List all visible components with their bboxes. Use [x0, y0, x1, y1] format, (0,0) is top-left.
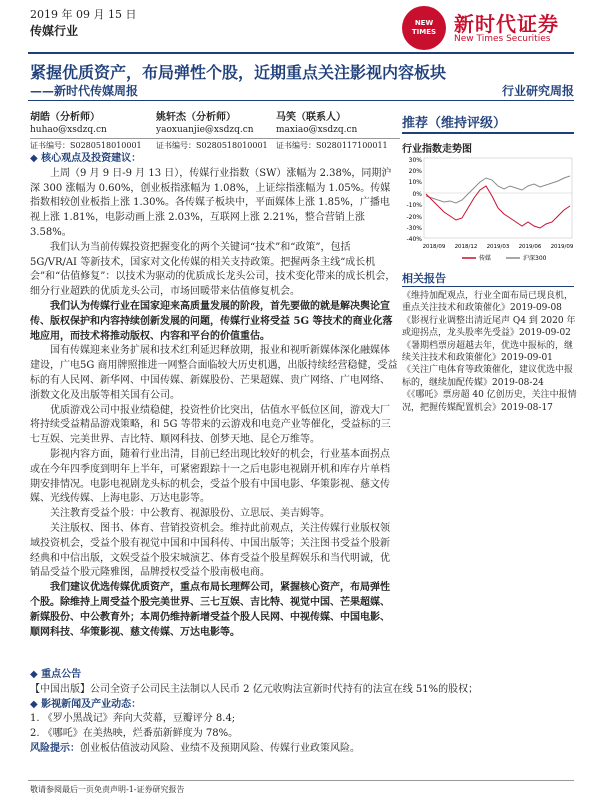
- related-report-item[interactable]: 《关注广电体育等政策催化，建议优选中报标的，继续加配传媒》2019-08-24: [402, 365, 574, 388]
- paragraph-announcement: 【中国出版】公司全资子公司民主法制以人民币 2 亿元收购法宣新时代持有的法宣在线 51%的股权；: [30, 683, 479, 695]
- logo-cn-text: 新时代证券: [454, 12, 559, 36]
- legend-media-label: 传媒: [479, 255, 492, 262]
- x-tick-label: 2019/09: [550, 244, 574, 250]
- risk-label: 风险提示：: [30, 742, 80, 754]
- report-body: [30, 152, 398, 640]
- related-divider: [402, 286, 574, 287]
- paragraph-industry-view: 我们认为传媒行业在国家迎来高质量发展的阶段，首先要做的就是解决舆论宣传、版权保护和内容持续创新发展的问题，传媒行业将受益 5G 等技术的商业化落地应用，而技术将推动版权、内容和平台的价值重估。: [30, 300, 393, 342]
- media-line: [426, 186, 570, 228]
- paragraph-keywords: 我们认为当前传媒投资把握变化的两个关键词“技术”和“政策”，包括 5G/VR/AI 等新技术，国家对文化传媒的相关支持政策。把握两条主线“成长机会”和“估值修复”：以技术为驱动的优质成长龙头公司，技术变化带来的成长机会，细分行业超跌的优质龙头公司，市场回暖带来估值修复机会。: [30, 241, 396, 298]
- report-type: 行业研究周报: [501, 84, 574, 98]
- y-tick-label: -30%: [406, 225, 422, 232]
- related-report-item[interactable]: 《维持加配观点，行业全面布局已现良机，重点关注技术和政策催化》2019-09-08: [402, 291, 574, 314]
- footer-divider: [28, 780, 574, 781]
- y-tick-label: 30%: [408, 157, 422, 164]
- paragraph-state-media: 国有传媒迎来业务扩展和技术红利延迟释放期，报业和视听新媒体深化融媒体建设，广电5G 商用牌照推进一网整合面临较大历史机遇，出版持续经营稳健，受益标的有人民网、新华网、中国传媒、新媒股份、芒果超媒、贵广网络、广电网络、浙数文化及出版等相关国有公司。: [30, 345, 398, 401]
- related-report-item[interactable]: 《《哪吒》票房超 40 亿创历史，关注中报情况，把握传媒配置机会》2019-08-17: [402, 390, 577, 413]
- top-divider: [28, 52, 574, 54]
- y-tick-label: 10%: [408, 179, 422, 186]
- y-tick-label: -20%: [406, 214, 422, 221]
- y-tick-label: 0%: [412, 191, 422, 198]
- related-report-item[interactable]: 《影视行业调整出清近尾声 Q4 到 2020 年或迎拐点，龙头股率先受益》2019-09-02: [402, 315, 576, 339]
- analyst-3: 马笑（联系人） maxiao@xsdzq.cn 证书编号：S0280117100011: [276, 112, 388, 150]
- announcement-section: [30, 668, 576, 757]
- x-axis-labels: [423, 244, 574, 250]
- analyst-1: 胡皓（分析师） huhao@xsdzq.cn 证书编号：S0280518010001: [30, 112, 142, 150]
- report-title: 紧握优质资产，布局弹性个股，近期重点关注影视内容板块: [30, 63, 447, 82]
- logo-mark: NEW TIMES: [402, 6, 446, 50]
- news-item: 1. 《罗小黑战记》奔向大荧幕，豆瓣评分 8.4;: [30, 713, 236, 725]
- rating: 推荐（维持评级）: [402, 116, 507, 131]
- report-date: 2019 年 09 月 15 日: [30, 8, 137, 21]
- analyst-divider: [30, 138, 400, 139]
- x-tick-label: 2018/09: [422, 244, 446, 250]
- legend-hs300-label: 沪深300: [523, 255, 547, 262]
- section-heading-core-view: ◆ 核心观点及投资建议：: [30, 153, 142, 164]
- x-tick-label: 2019/03: [486, 244, 510, 250]
- paragraph-education: 关注教育受益个股：中公教育、视源股份、立思辰、美吉姆等。: [50, 508, 330, 520]
- industry-label: 传媒行业: [30, 24, 79, 38]
- company-logo: [402, 6, 582, 50]
- related-reports-list: [402, 290, 578, 414]
- x-tick-label: 2019/06: [518, 244, 542, 250]
- related-report-item[interactable]: 《暑期档票房超越去年，优选中报标的，继续关注技术和政策催化》2019-09-01: [402, 340, 574, 364]
- y-tick-label: 20%: [408, 168, 422, 175]
- y-tick-label: -10%: [406, 202, 422, 209]
- title-divider: [28, 100, 574, 101]
- paragraph-film-tv: 影视内容方面，随着行业出清，目前已经出现比较好的机会，行业基本面拐点或在今年四季度到明年上半年，可紧密跟踪十一之后电影电视剧开机和库存片单档期安排情况。电影电视剧龙头标的机会，受益个股有中国电影、华策影视、慈文传媒、光线传媒、上海电影、万达电影等。: [30, 448, 390, 505]
- chart-frame: [424, 158, 572, 238]
- chart-legend: [462, 254, 547, 262]
- y-axis-labels: [406, 157, 422, 243]
- risk-text: 创业板估值波动风险、业绩不及预期风险、传媒行业政策风险。: [80, 742, 360, 754]
- paragraph-gaming: 优质游戏公司中报业绩稳健，投资性价比突出，估值水平低位区间，游戏大厂将持续受益精品游戏策略，和 5G 等带来的云游戏和电竞产业等催化，受益标的三七互娱、完美世界、吉比特、顺网科技、创梦天地、昆仑万维等。: [30, 404, 391, 446]
- logo-en-text: New Times Securities: [454, 34, 551, 44]
- rating-divider: [402, 132, 574, 134]
- analyst-block: [30, 112, 400, 150]
- report-subtitle: ——新时代传媒周报: [30, 84, 139, 98]
- hs300-line: [426, 176, 570, 203]
- trend-chart: [402, 156, 574, 264]
- trend-chart-title: 行业指数走势图: [402, 144, 472, 155]
- paragraph-recommendation: 我们建议优选传媒优质资产，重点布局长理辉公司，紧握核心资产，布局弹性个股。除维持上周受益个股完美世界、三七互娱、吉比特、视觉中国、芒果超媒、新媒股份、中公教育外；本周仍维持新增受益个股人民网、中视传媒、中国电影、顺网科技、华策影视、慈文传媒、万达电影等。: [30, 582, 390, 638]
- y-tick-label: -40%: [406, 236, 422, 243]
- section-heading-announcements: ◆ 重点公告: [30, 669, 82, 680]
- page-footer: 敬请参阅最后一页免责声明-1-证券研究报告: [30, 785, 185, 794]
- related-reports-title: 相关报告: [402, 272, 446, 285]
- x-tick-label: 2018/12: [454, 244, 478, 250]
- paragraph-copyright: 关注版权、图书、体育、营销投资机会。维持此前观点，关注传媒行业版权领域投资机会，受益个股有视觉中国和中国科传、中国出版等；关注图书受益个股新经典和中信出版，文娱受益个股宋城演艺、体育受益个股星辉娱乐和当代明诚，优销品受益个股元隆雅图，品牌授权受益个股南极电商。: [30, 522, 390, 579]
- paragraph-weekly-performance: 上周（9 月 9 日-9 月 13 日），传媒行业指数（SW）涨幅为 2.38%，同期沪深 300 涨幅为 0.60%，创业板指涨幅为 1.08%，上证综指涨幅为 1.05%。传媒指数相较创业板指上涨 1.30%。各传媒子板块中，平面媒体上涨 1.85%，广播电视上涨 1.81%，电影动画上涨 2.03%，互联网上涨 2.21%，整合营销上涨 3.58%。: [30, 167, 392, 238]
- news-item: 2. 《哪吒》在美热映，烂番茄新鲜度为 78%。: [30, 728, 239, 740]
- risk-warning: [30, 742, 576, 757]
- analyst-2: 姚轩杰（分析师） yaoxuanjie@xsdzq.cn 证书编号：S0280518010001: [156, 112, 268, 150]
- section-heading-news: ◆ 影视新闻及产业动态：: [30, 698, 142, 710]
